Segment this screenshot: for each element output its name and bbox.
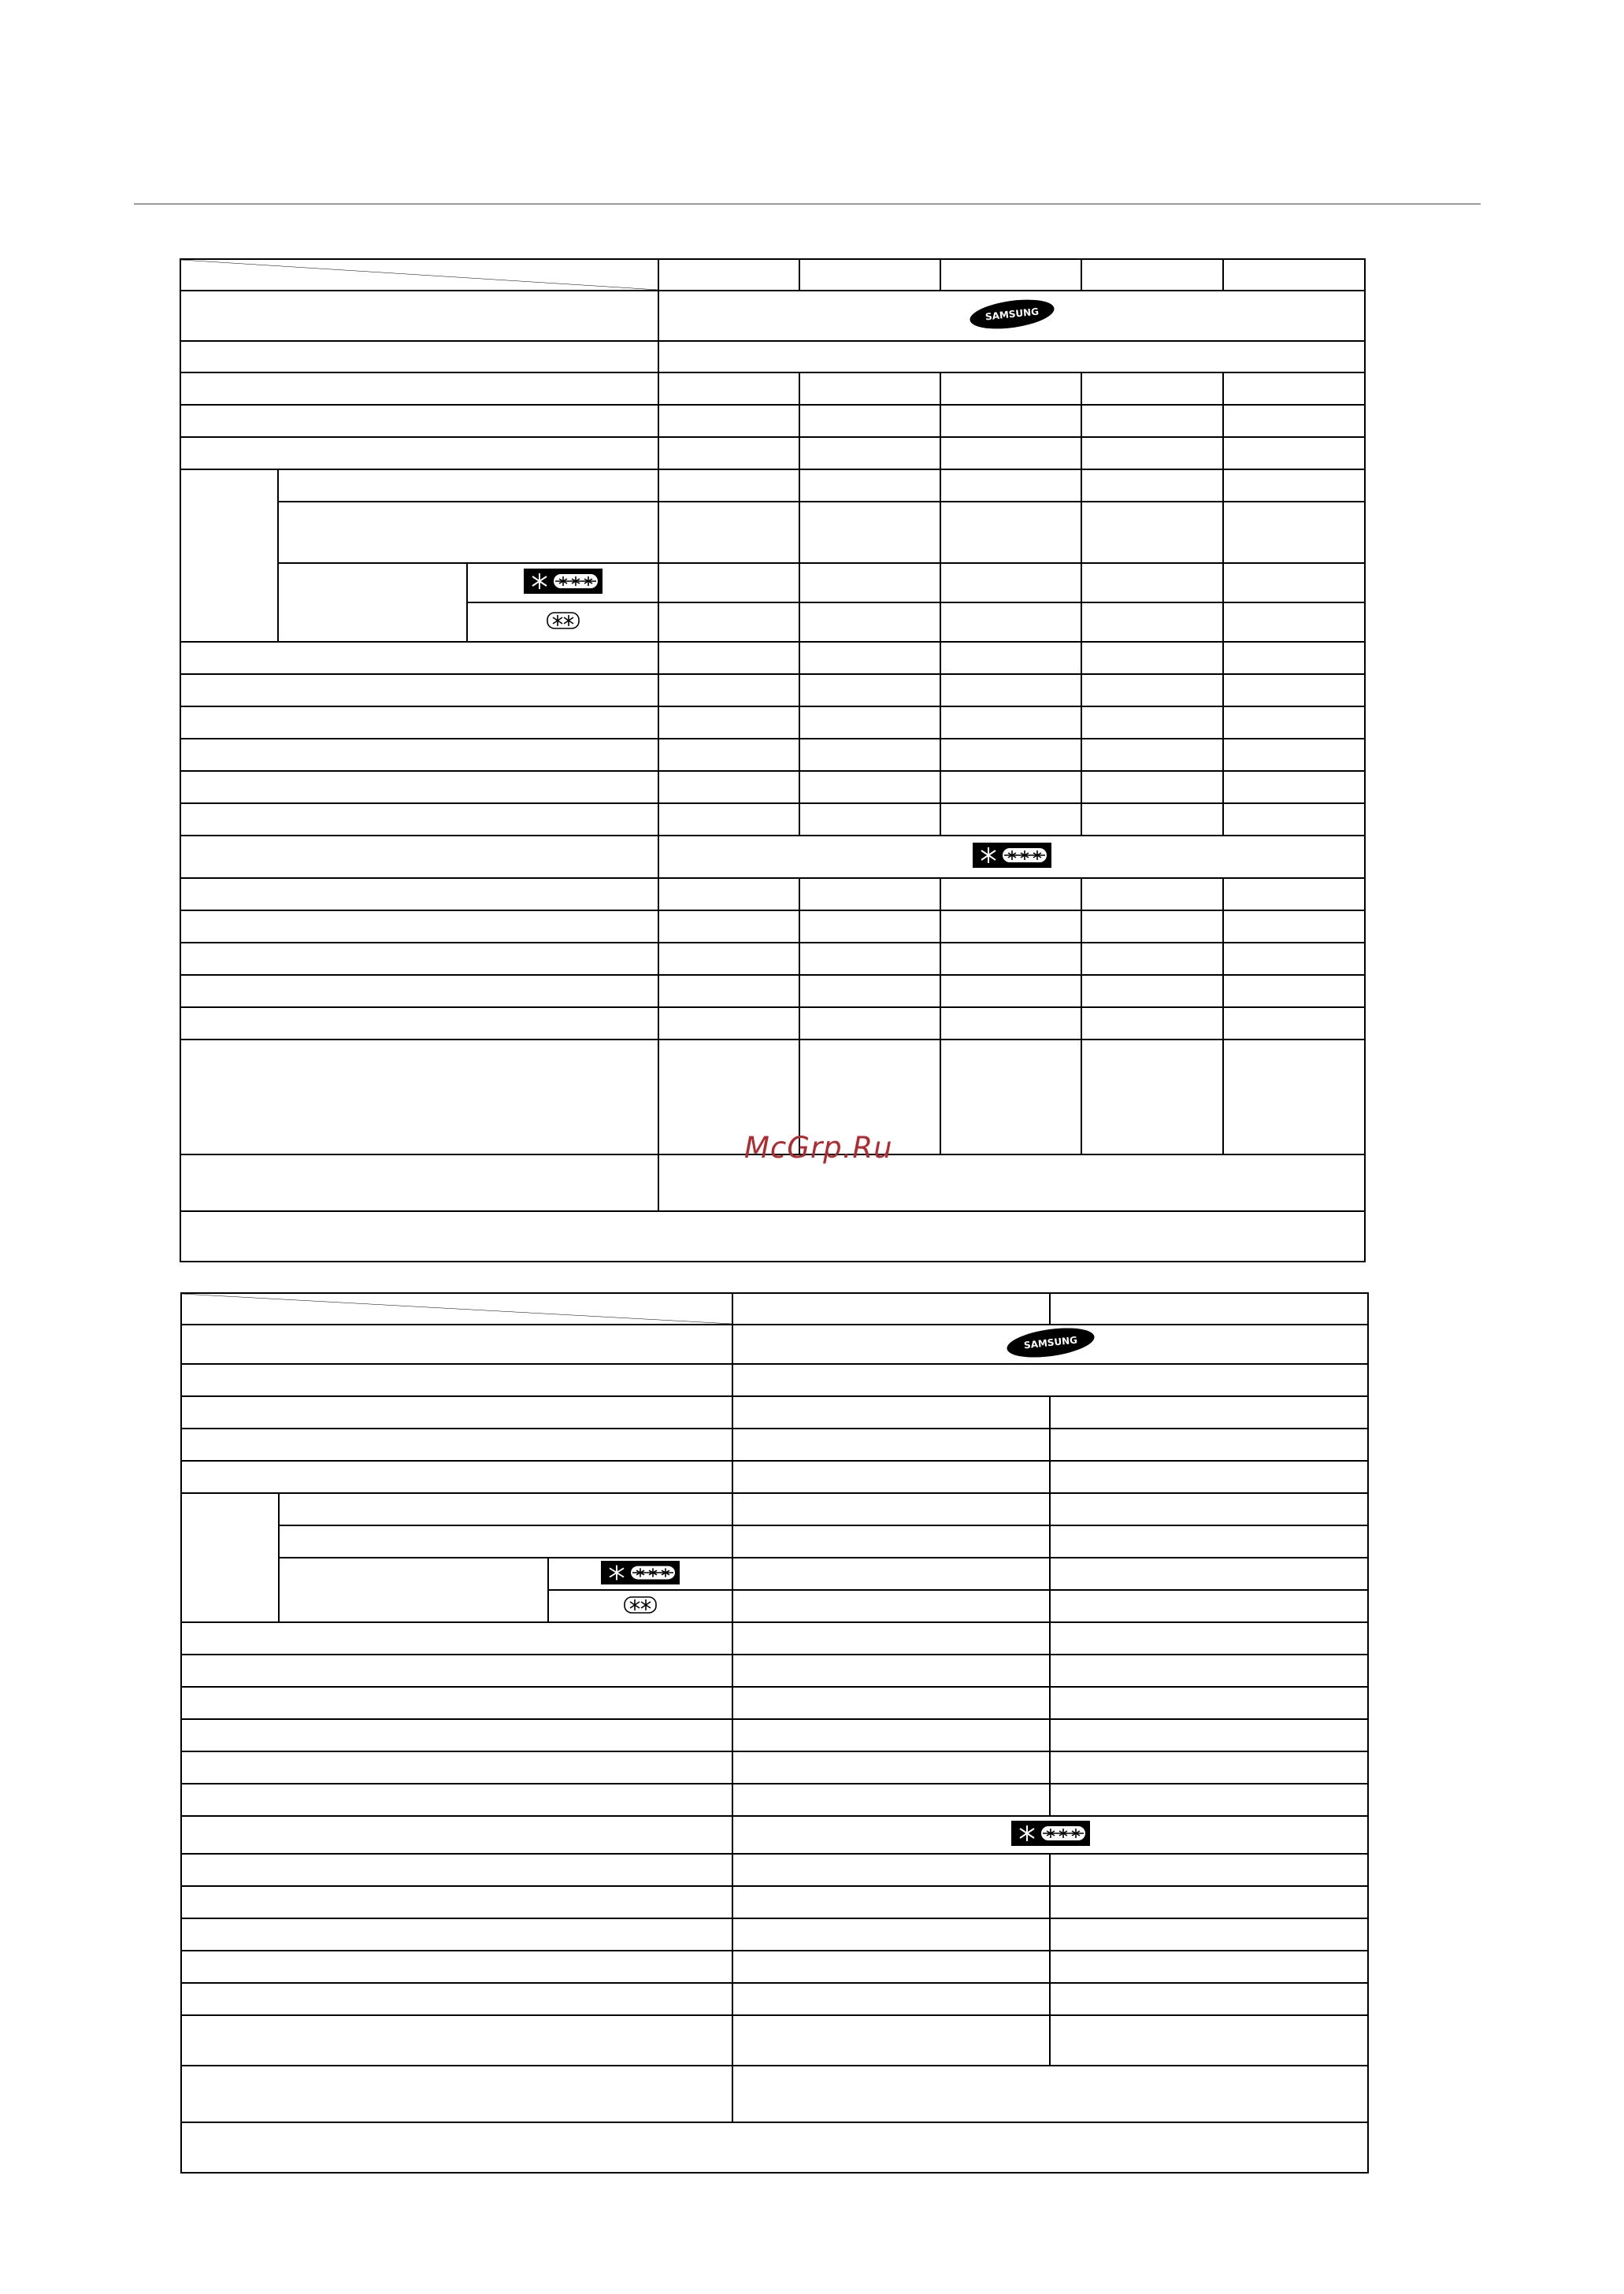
spec-value-cell	[658, 706, 799, 739]
four-star-cell	[467, 563, 658, 602]
group-label-cell	[180, 469, 278, 642]
spec-value-cell	[940, 910, 1081, 943]
star-rating-cell	[732, 1816, 1368, 1854]
spec-value-cell	[1081, 372, 1223, 405]
logo-text: SAMSUNG	[984, 306, 1040, 323]
spec-value-cell	[1081, 1007, 1223, 1040]
spec-value-cell	[1050, 1751, 1368, 1784]
spec-value-cell	[1050, 1622, 1368, 1655]
spec-value-cell	[940, 563, 1081, 602]
spec-value-cell	[1081, 405, 1223, 437]
spec-value-cell	[658, 642, 799, 674]
spec-label-cell	[279, 1493, 732, 1525]
spec-value-cell	[1050, 1493, 1368, 1525]
spec-label-cell	[180, 674, 658, 706]
spec-label-cell	[180, 803, 658, 836]
model-header	[732, 1293, 1050, 1325]
spec-value-cell	[732, 1461, 1050, 1493]
spec-value-cell	[658, 943, 799, 975]
spec-value-cell	[940, 1040, 1081, 1154]
spec-value-cell	[1223, 405, 1365, 437]
model-header	[1081, 259, 1223, 291]
spec-value-cell	[799, 437, 940, 469]
spec-label-cell	[181, 2066, 732, 2122]
spec-value-cell	[1081, 803, 1223, 836]
spec-value-cell	[1081, 771, 1223, 803]
footnote-cell	[181, 2122, 1368, 2173]
spec-label-cell	[181, 1918, 732, 1951]
spec-value-cell	[940, 878, 1081, 910]
header-diagonal-cell	[181, 1293, 732, 1325]
spec-label-cell	[180, 836, 658, 878]
spec-value-cell	[1050, 2015, 1368, 2066]
spec-value-cell	[1223, 739, 1365, 771]
spec-value-cell	[732, 1655, 1050, 1687]
spec-label-cell	[181, 1687, 732, 1719]
spec-label-cell	[180, 706, 658, 739]
spec-value-cell	[940, 803, 1081, 836]
spec-value-cell	[1050, 1590, 1368, 1622]
brand-cell	[658, 291, 1365, 341]
spec-value-cell	[658, 602, 799, 642]
spec-value-cell	[1223, 943, 1365, 975]
spec-value-cell	[732, 1687, 1050, 1719]
spec-value-cell	[940, 975, 1081, 1007]
spec-value-cell	[732, 1429, 1050, 1461]
spec-label-cell	[181, 1886, 732, 1918]
spec-label-cell	[180, 341, 658, 372]
spec-value-cell	[940, 405, 1081, 437]
spec-value-cell	[732, 2066, 1368, 2122]
model-header	[1223, 259, 1365, 291]
spec-value-cell	[658, 1007, 799, 1040]
spec-label-cell	[181, 1719, 732, 1751]
spec-value-cell	[732, 1886, 1050, 1918]
spec-value-cell	[1050, 1983, 1368, 2015]
spec-value-cell	[732, 1719, 1050, 1751]
spec-value-cell	[799, 910, 940, 943]
spec-value-cell	[732, 1364, 1368, 1396]
spec-value-cell	[1081, 706, 1223, 739]
logo-text: SAMSUNG	[1022, 1334, 1078, 1351]
spec-label-cell	[181, 2015, 732, 2066]
spec-value-cell	[1223, 771, 1365, 803]
spec-value-cell	[658, 878, 799, 910]
spec-label-cell	[181, 1461, 732, 1493]
spec-value-cell	[1223, 878, 1365, 910]
spec-label-cell	[180, 975, 658, 1007]
spec-value-cell	[799, 975, 940, 1007]
model-header	[658, 259, 799, 291]
spec-value-cell	[658, 469, 799, 502]
brand-label-cell	[180, 291, 658, 341]
header-rule	[134, 203, 1481, 205]
spec-value-cell	[1081, 437, 1223, 469]
spec-value-cell	[658, 372, 799, 405]
freezer-two-star-icon	[546, 610, 580, 631]
spec-label-cell	[278, 502, 658, 563]
spec-value-cell	[799, 372, 940, 405]
spec-value-cell	[732, 1558, 1050, 1590]
spec-label-cell	[181, 1816, 732, 1854]
spec-value-cell	[658, 437, 799, 469]
spec-value-cell	[1223, 602, 1365, 642]
spec-value-cell	[799, 943, 940, 975]
spec-value-cell	[732, 1622, 1050, 1655]
model-header	[1050, 1293, 1368, 1325]
spec-value-cell	[940, 642, 1081, 674]
spec-value-cell	[799, 469, 940, 502]
spec-table-1	[180, 258, 1366, 1262]
spec-value-cell	[940, 502, 1081, 563]
spec-value-cell	[1050, 1461, 1368, 1493]
spec-value-cell	[1223, 1007, 1365, 1040]
spec-value-cell	[799, 1007, 940, 1040]
spec-value-cell	[1081, 910, 1223, 943]
freezer-four-star-icon	[973, 843, 1051, 868]
spec-value-cell	[1223, 372, 1365, 405]
two-star-cell	[467, 602, 658, 642]
freezer-four-star-icon	[601, 1561, 680, 1584]
spec-value-cell	[1050, 1951, 1368, 1983]
spec-value-cell	[799, 602, 940, 642]
spec-value-cell	[1081, 1040, 1223, 1154]
spec-value-cell	[658, 674, 799, 706]
spec-value-cell	[732, 1396, 1050, 1429]
spec-label-cell	[181, 1429, 732, 1461]
spec-value-cell	[732, 1784, 1050, 1816]
spec-value-cell	[940, 437, 1081, 469]
spec-value-cell	[658, 502, 799, 563]
star-rating-cell	[658, 836, 1365, 878]
spec-value-cell	[1050, 1719, 1368, 1751]
spec-label-cell	[180, 878, 658, 910]
spec-value-cell	[1050, 1558, 1368, 1590]
spec-value-cell	[1050, 1525, 1368, 1558]
spec-label-cell	[181, 1854, 732, 1886]
spec-label-cell	[180, 943, 658, 975]
spec-value-cell	[732, 1751, 1050, 1784]
subgroup-label-cell	[278, 563, 467, 642]
spec-value-cell	[658, 771, 799, 803]
spec-value-cell	[1050, 1854, 1368, 1886]
spec-value-cell	[799, 878, 940, 910]
freezer-two-star-icon	[623, 1595, 658, 1615]
spec-value-cell	[658, 975, 799, 1007]
header-diagonal-cell	[180, 259, 658, 291]
spec-value-cell	[732, 1525, 1050, 1558]
spec-value-cell	[1050, 1687, 1368, 1719]
spec-label-cell	[180, 1007, 658, 1040]
spec-table-2	[180, 1292, 1369, 2174]
spec-value-cell	[1081, 642, 1223, 674]
spec-label-cell	[181, 1364, 732, 1396]
spec-value-cell	[799, 563, 940, 602]
freezer-four-star-icon	[1011, 1821, 1090, 1846]
spec-value-cell	[1081, 469, 1223, 502]
spec-value-cell	[1050, 1396, 1368, 1429]
spec-value-cell	[1081, 975, 1223, 1007]
spec-value-cell	[940, 943, 1081, 975]
spec-label-cell	[181, 1784, 732, 1816]
spec-value-cell	[732, 1918, 1050, 1951]
spec-label-cell	[181, 1655, 732, 1687]
spec-value-cell	[732, 1854, 1050, 1886]
spec-value-cell	[1223, 803, 1365, 836]
spec-value-cell	[658, 739, 799, 771]
watermark-text: McGrp.Ru	[744, 1131, 893, 1165]
spec-label-cell	[279, 1525, 732, 1558]
spec-label-cell	[180, 739, 658, 771]
spec-value-cell	[732, 1983, 1050, 2015]
spec-value-cell	[940, 739, 1081, 771]
spec-value-cell	[1223, 910, 1365, 943]
spec-label-cell	[180, 1040, 658, 1154]
spec-value-cell	[799, 771, 940, 803]
spec-value-cell	[799, 803, 940, 836]
two-star-cell	[548, 1590, 732, 1622]
spec-value-cell	[799, 405, 940, 437]
spec-value-cell	[658, 803, 799, 836]
spec-value-cell	[940, 469, 1081, 502]
spec-value-cell	[799, 642, 940, 674]
spec-value-cell	[1223, 502, 1365, 563]
spec-value-cell	[1081, 674, 1223, 706]
samsung-logo	[969, 299, 1055, 329]
spec-value-cell	[1081, 563, 1223, 602]
spec-value-cell	[1081, 502, 1223, 563]
spec-label-cell	[181, 1951, 732, 1983]
group-label-cell	[181, 1493, 279, 1622]
spec-value-cell	[732, 1951, 1050, 1983]
spec-value-cell	[1223, 563, 1365, 602]
spec-value-cell	[940, 372, 1081, 405]
spec-label-cell	[180, 771, 658, 803]
spec-value-cell	[732, 1590, 1050, 1622]
spec-label-cell	[181, 1396, 732, 1429]
spec-value-cell	[658, 405, 799, 437]
spec-value-cell	[1223, 706, 1365, 739]
spec-label-cell	[278, 469, 658, 502]
spec-value-cell	[1223, 642, 1365, 674]
model-header	[940, 259, 1081, 291]
spec-value-cell	[1223, 674, 1365, 706]
spec-value-cell	[799, 739, 940, 771]
samsung-logo	[1006, 1328, 1096, 1358]
spec-value-cell	[1050, 1429, 1368, 1461]
model-header	[799, 259, 940, 291]
spec-value-cell	[1223, 437, 1365, 469]
spec-value-cell	[1050, 1784, 1368, 1816]
spec-label-cell	[180, 642, 658, 674]
spec-value-cell	[1081, 602, 1223, 642]
spec-label-cell	[181, 1983, 732, 2015]
footnote-cell	[180, 1211, 1365, 1262]
spec-value-cell	[940, 674, 1081, 706]
spec-value-cell	[940, 602, 1081, 642]
spec-value-cell	[658, 910, 799, 943]
freezer-four-star-icon	[524, 569, 603, 594]
spec-label-cell	[180, 910, 658, 943]
spec-value-cell	[799, 674, 940, 706]
spec-label-cell	[181, 1622, 732, 1655]
spec-value-cell	[658, 563, 799, 602]
spec-value-cell	[1050, 1655, 1368, 1687]
spec-value-cell	[1050, 1918, 1368, 1951]
spec-label-cell	[180, 1154, 658, 1211]
spec-value-cell	[1081, 943, 1223, 975]
spec-value-cell	[940, 706, 1081, 739]
spec-label-cell	[180, 372, 658, 405]
spec-value-cell	[732, 1493, 1050, 1525]
spec-value-cell	[1050, 1886, 1368, 1918]
spec-value-cell	[940, 771, 1081, 803]
spec-label-cell	[181, 1751, 732, 1784]
spec-value-cell	[1223, 1040, 1365, 1154]
brand-cell	[732, 1325, 1368, 1364]
spec-value-cell	[940, 1007, 1081, 1040]
four-star-cell	[548, 1558, 732, 1590]
spec-value-cell	[732, 2015, 1050, 2066]
spec-label-cell	[180, 405, 658, 437]
spec-value-cell	[1081, 739, 1223, 771]
spec-value-cell	[1223, 975, 1365, 1007]
brand-label-cell	[181, 1325, 732, 1364]
spec-value-cell	[658, 341, 1365, 372]
spec-value-cell	[799, 706, 940, 739]
subgroup-label-cell	[279, 1558, 548, 1622]
spec-value-cell	[1081, 878, 1223, 910]
spec-label-cell	[180, 437, 658, 469]
spec-value-cell	[799, 502, 940, 563]
spec-value-cell	[1223, 469, 1365, 502]
